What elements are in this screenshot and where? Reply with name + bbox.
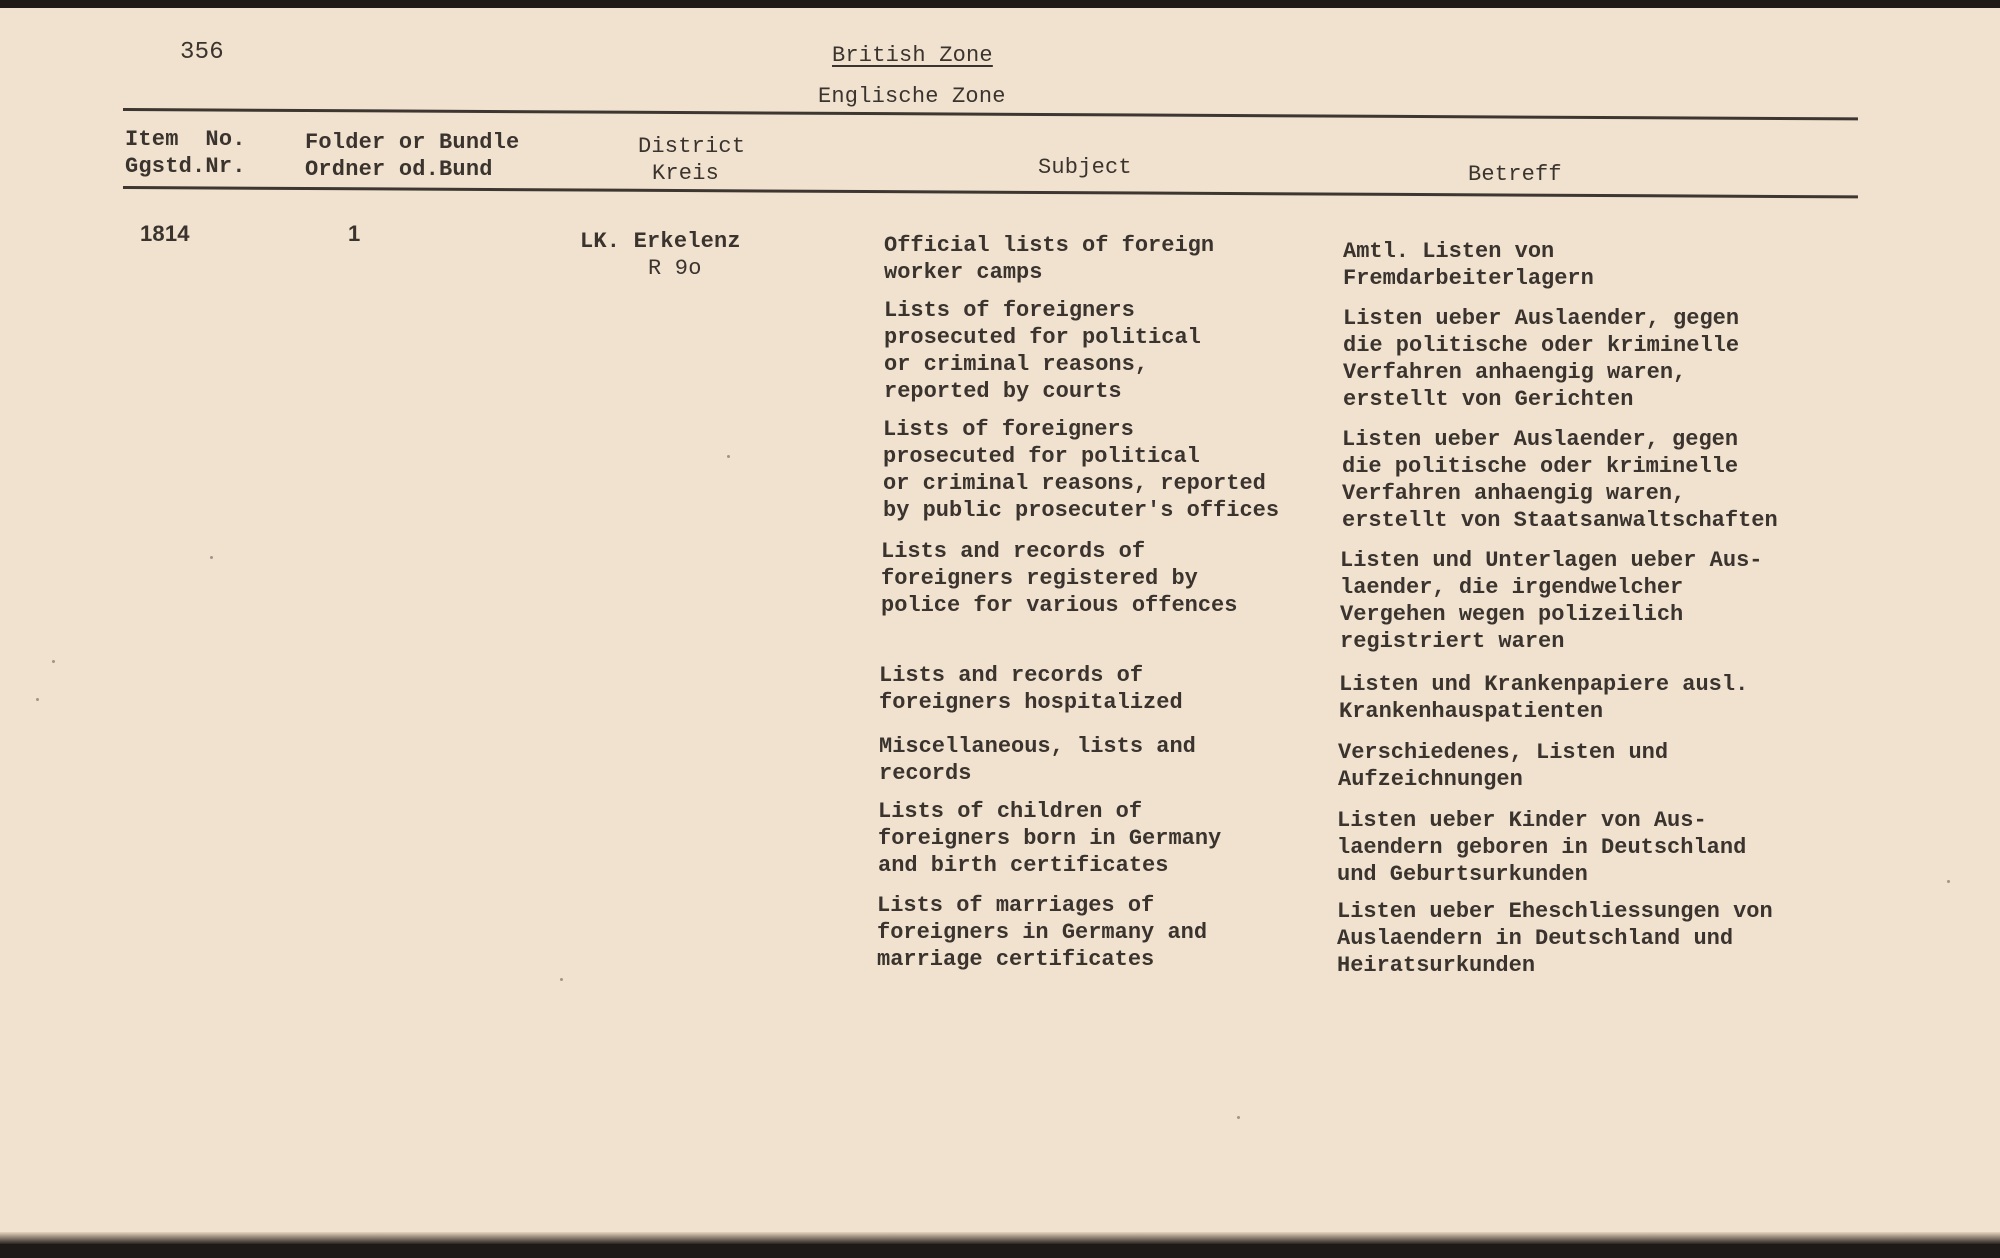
page-number: 356 — [180, 39, 224, 66]
subject-row-2: Lists of foreigners prosecuted for political or criminal reasons, reported by courts — [884, 298, 1201, 404]
col-district-line1: District — [638, 134, 746, 159]
betreff-row-7: Listen ueber Kinder von Aus- laendern geboren in Deutschland und Geburtsurkunden — [1337, 808, 1747, 887]
col-item-line1: Item No. — [125, 127, 246, 152]
subject-row-1: Official lists of foreign worker camps — [884, 233, 1215, 285]
betreff-row-8: Listen ueber Eheschliessungen von Auslaendern in Deutschland und Heiratsurkunden — [1337, 899, 1773, 978]
paper-speck — [1947, 880, 1950, 883]
paper-speck — [560, 978, 563, 981]
document-page — [0, 8, 2000, 1244]
paper-speck — [36, 698, 39, 701]
zone-title-de: Englische Zone — [818, 84, 1006, 109]
subject-row-7: Lists of children of foreigners born in Germany and birth certificates — [878, 799, 1222, 878]
betreff-row-1: Amtl. Listen von Fremdarbeiterlagern — [1343, 239, 1594, 291]
paper-speck — [210, 556, 213, 559]
subject-row-3: Lists of foreigners prosecuted for political or criminal reasons, reported by public prosecuter's offices — [883, 417, 1280, 523]
subject-row-4: Lists and records of foreigners registered by police for various offences — [881, 539, 1238, 618]
paper-speck — [1237, 1116, 1240, 1119]
page-edge-shadow — [0, 1232, 2000, 1244]
header-bottom-rule — [123, 186, 1858, 198]
col-folder-line2: Ordner od.Bund — [305, 157, 493, 182]
betreff-row-2: Listen ueber Auslaender, gegen die politische oder kriminelle Verfahren anhaengig waren, erstellt von Gerichten — [1343, 306, 1740, 412]
subject-row-8: Lists of marriages of foreigners in Germany and marriage certificates — [877, 893, 1208, 972]
col-betreff: Betreff — [1468, 162, 1562, 187]
subject-row-5: Lists and records of foreigners hospitalized — [879, 663, 1183, 715]
entry-folder: 1 — [348, 221, 361, 246]
col-district-line2: Kreis — [652, 161, 720, 186]
entry-item-no: 1814 — [140, 221, 190, 246]
paper-speck — [727, 455, 730, 458]
zone-title-en: British Zone — [832, 43, 993, 68]
subject-row-6: Miscellaneous, lists and records — [879, 734, 1196, 786]
paper-speck — [52, 660, 55, 663]
betreff-row-6: Verschiedenes, Listen und Aufzeichnungen — [1338, 740, 1669, 792]
entry-district-line1: LK. Erkelenz — [580, 229, 741, 254]
col-item-line2: Ggstd.Nr. — [125, 154, 246, 179]
col-subject: Subject — [1038, 155, 1132, 180]
entry-district-line2: R 9o — [648, 256, 702, 281]
col-folder-line1: Folder or Bundle — [305, 130, 520, 155]
betreff-row-3: Listen ueber Auslaender, gegen die politische oder kriminelle Verfahren anhaengig waren, erstellt von Staatsanwaltschaften — [1342, 427, 1778, 533]
betreff-row-5: Listen und Krankenpapiere ausl. Krankenhauspatienten — [1339, 672, 1749, 724]
betreff-row-4: Listen und Unterlagen ueber Aus- laender, die irgendwelcher Vergehen wegen polizeilich registriert waren — [1340, 548, 1763, 654]
